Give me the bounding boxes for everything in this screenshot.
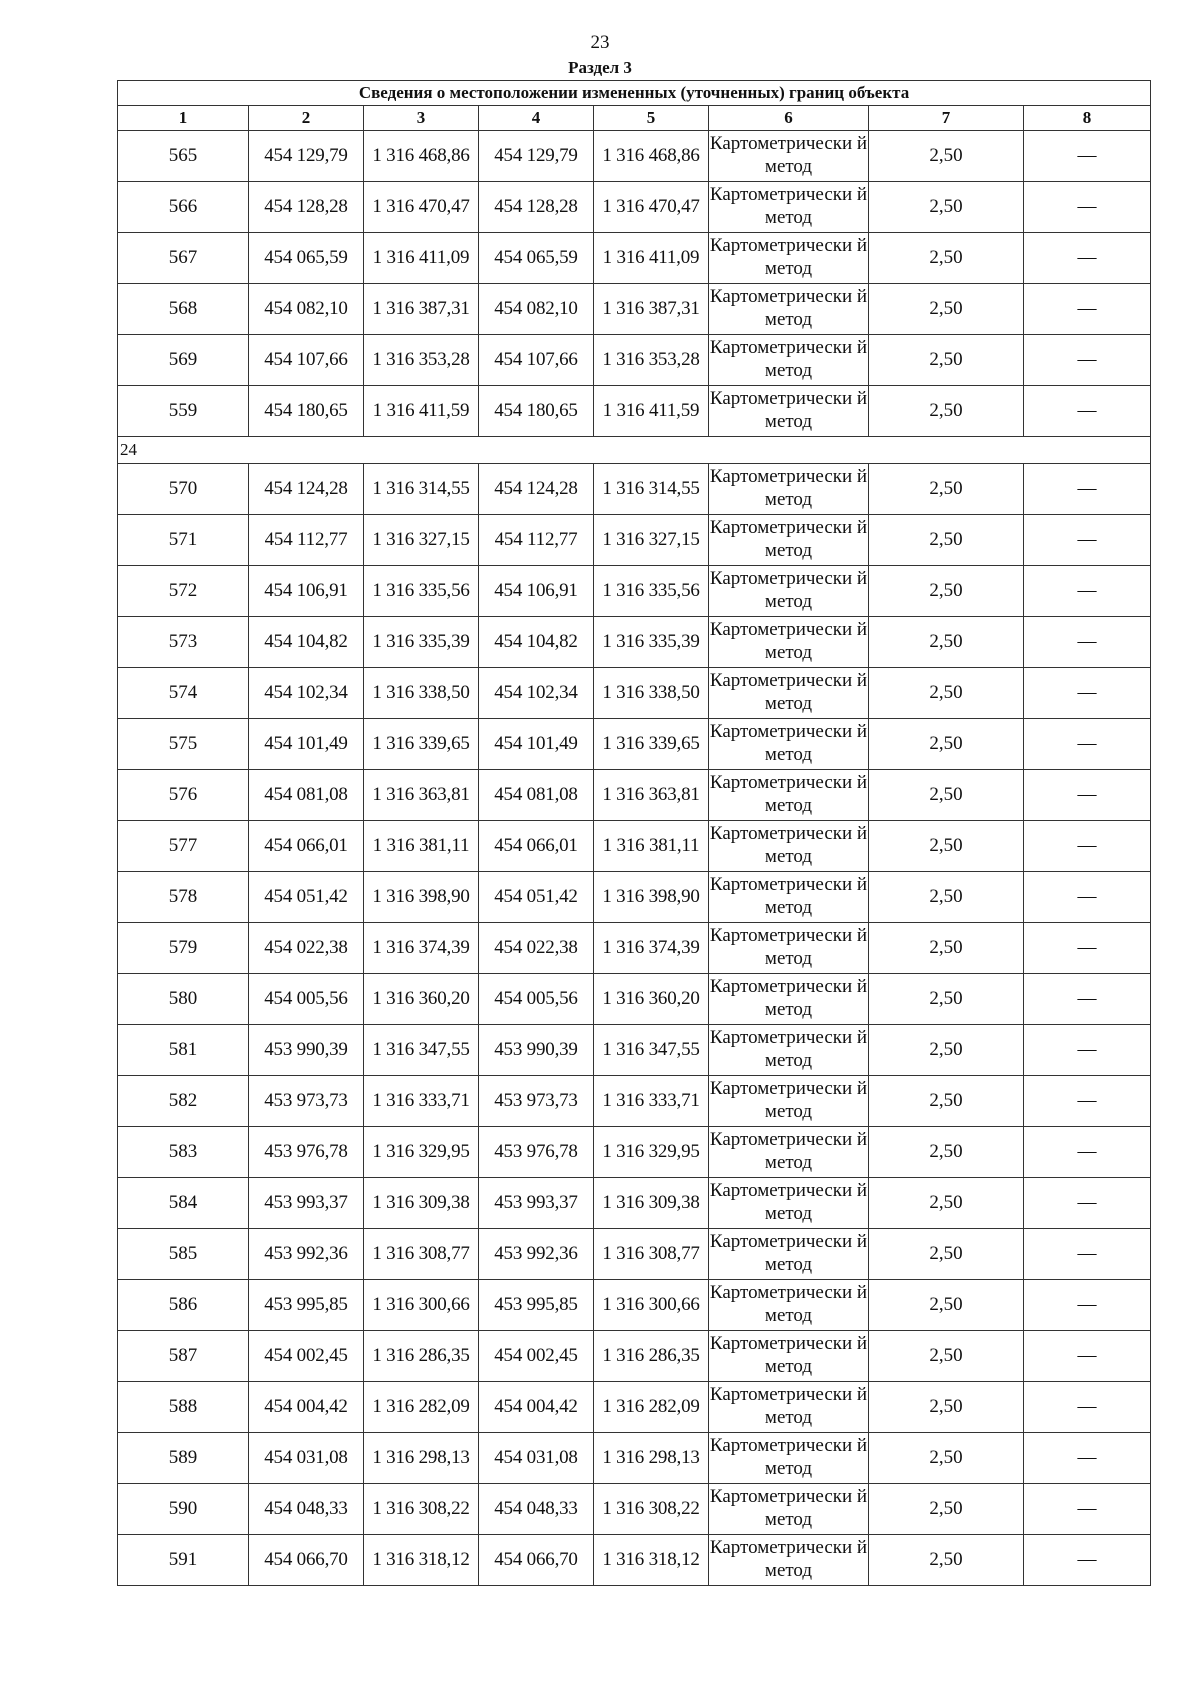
table-row bbox=[118, 1433, 1151, 1484]
x-new-cell: 454 106,91 bbox=[479, 566, 594, 617]
table-row bbox=[118, 1178, 1151, 1229]
table-row bbox=[118, 1331, 1151, 1382]
y-old-cell: 1 316 468,86 bbox=[364, 131, 479, 182]
table-row bbox=[118, 1484, 1151, 1535]
point-number-cell: 572 bbox=[118, 566, 249, 617]
table-row bbox=[118, 872, 1151, 923]
point-number-cell: 571 bbox=[118, 515, 249, 566]
y-new-cell: 1 316 300,66 bbox=[594, 1280, 709, 1331]
description-cell: — bbox=[1024, 1280, 1151, 1331]
x-new-cell: 454 066,01 bbox=[479, 821, 594, 872]
method-cell: Картометрически й метод bbox=[709, 1331, 869, 1382]
y-new-cell: 1 316 309,38 bbox=[594, 1178, 709, 1229]
y-new-cell: 1 316 347,55 bbox=[594, 1025, 709, 1076]
section-title: Раздел 3 bbox=[568, 58, 632, 77]
accuracy-cell: 2,50 bbox=[869, 1484, 1024, 1535]
description-cell: — bbox=[1024, 974, 1151, 1025]
table-row bbox=[118, 182, 1151, 233]
method-cell: Картометрически й метод bbox=[709, 668, 869, 719]
method-cell: Картометрически й метод bbox=[709, 1280, 869, 1331]
description-cell: — bbox=[1024, 1229, 1151, 1280]
x-new-cell: 454 065,59 bbox=[479, 233, 594, 284]
table-row bbox=[118, 233, 1151, 284]
x-old-cell: 454 065,59 bbox=[249, 233, 364, 284]
page-break-label: 24 bbox=[118, 437, 1151, 464]
table-row bbox=[118, 1127, 1151, 1178]
x-new-cell: 453 976,78 bbox=[479, 1127, 594, 1178]
x-new-cell: 454 002,45 bbox=[479, 1331, 594, 1382]
x-old-cell: 453 990,39 bbox=[249, 1025, 364, 1076]
y-new-cell: 1 316 363,81 bbox=[594, 770, 709, 821]
page-number: 23 bbox=[590, 32, 610, 53]
description-cell: — bbox=[1024, 923, 1151, 974]
y-old-cell: 1 316 300,66 bbox=[364, 1280, 479, 1331]
y-new-cell: 1 316 381,11 bbox=[594, 821, 709, 872]
x-new-cell: 454 081,08 bbox=[479, 770, 594, 821]
y-new-cell: 1 316 335,39 bbox=[594, 617, 709, 668]
point-number-cell: 581 bbox=[118, 1025, 249, 1076]
table-row bbox=[118, 770, 1151, 821]
table-row bbox=[118, 284, 1151, 335]
y-new-cell: 1 316 314,55 bbox=[594, 464, 709, 515]
y-new-cell: 1 316 411,09 bbox=[594, 233, 709, 284]
description-cell: — bbox=[1024, 1331, 1151, 1382]
column-number: 3 bbox=[364, 106, 479, 131]
x-old-cell: 454 107,66 bbox=[249, 335, 364, 386]
x-old-cell: 454 066,70 bbox=[249, 1535, 364, 1586]
column-number: 6 bbox=[709, 106, 869, 131]
x-new-cell: 453 990,39 bbox=[479, 1025, 594, 1076]
point-number-cell: 566 bbox=[118, 182, 249, 233]
description-cell: — bbox=[1024, 770, 1151, 821]
point-number-cell: 587 bbox=[118, 1331, 249, 1382]
description-cell: — bbox=[1024, 464, 1151, 515]
boundary-coordinates-table bbox=[117, 80, 1151, 1586]
y-old-cell: 1 316 339,65 bbox=[364, 719, 479, 770]
x-new-cell: 454 107,66 bbox=[479, 335, 594, 386]
y-new-cell: 1 316 318,12 bbox=[594, 1535, 709, 1586]
table-row bbox=[118, 131, 1151, 182]
y-new-cell: 1 316 353,28 bbox=[594, 335, 709, 386]
method-cell: Картометрически й метод bbox=[709, 386, 869, 437]
description-cell: — bbox=[1024, 386, 1151, 437]
accuracy-cell: 2,50 bbox=[869, 1280, 1024, 1331]
y-old-cell: 1 316 353,28 bbox=[364, 335, 479, 386]
table-row bbox=[118, 566, 1151, 617]
point-number-cell: 589 bbox=[118, 1433, 249, 1484]
description-cell: — bbox=[1024, 566, 1151, 617]
y-new-cell: 1 316 360,20 bbox=[594, 974, 709, 1025]
y-new-cell: 1 316 282,09 bbox=[594, 1382, 709, 1433]
method-cell: Картометрически й метод bbox=[709, 974, 869, 1025]
table-row bbox=[118, 1076, 1151, 1127]
description-cell: — bbox=[1024, 1535, 1151, 1586]
method-cell: Картометрически й метод bbox=[709, 719, 869, 770]
y-new-cell: 1 316 470,47 bbox=[594, 182, 709, 233]
table-row bbox=[118, 1025, 1151, 1076]
description-cell: — bbox=[1024, 284, 1151, 335]
x-old-cell: 454 101,49 bbox=[249, 719, 364, 770]
accuracy-cell: 2,50 bbox=[869, 668, 1024, 719]
x-old-cell: 454 112,77 bbox=[249, 515, 364, 566]
y-new-cell: 1 316 327,15 bbox=[594, 515, 709, 566]
x-old-cell: 454 002,45 bbox=[249, 1331, 364, 1382]
y-new-cell: 1 316 329,95 bbox=[594, 1127, 709, 1178]
column-number: 5 bbox=[594, 106, 709, 131]
method-cell: Картометрически й метод bbox=[709, 821, 869, 872]
x-new-cell: 454 022,38 bbox=[479, 923, 594, 974]
table-row bbox=[118, 1229, 1151, 1280]
y-old-cell: 1 316 298,13 bbox=[364, 1433, 479, 1484]
accuracy-cell: 2,50 bbox=[869, 770, 1024, 821]
method-cell: Картометрически й метод bbox=[709, 872, 869, 923]
x-old-cell: 454 051,42 bbox=[249, 872, 364, 923]
y-old-cell: 1 316 309,38 bbox=[364, 1178, 479, 1229]
accuracy-cell: 2,50 bbox=[869, 1433, 1024, 1484]
point-number-cell: 591 bbox=[118, 1535, 249, 1586]
x-new-cell: 453 992,36 bbox=[479, 1229, 594, 1280]
x-new-cell: 454 101,49 bbox=[479, 719, 594, 770]
point-number-cell: 583 bbox=[118, 1127, 249, 1178]
table-row bbox=[118, 1382, 1151, 1433]
point-number-cell: 573 bbox=[118, 617, 249, 668]
table-row bbox=[118, 719, 1151, 770]
method-cell: Картометрически й метод bbox=[709, 131, 869, 182]
point-number-cell: 582 bbox=[118, 1076, 249, 1127]
table-row bbox=[118, 464, 1151, 515]
point-number-cell: 578 bbox=[118, 872, 249, 923]
x-old-cell: 454 129,79 bbox=[249, 131, 364, 182]
y-new-cell: 1 316 387,31 bbox=[594, 284, 709, 335]
column-number: 1 bbox=[118, 106, 249, 131]
accuracy-cell: 2,50 bbox=[869, 335, 1024, 386]
accuracy-cell: 2,50 bbox=[869, 233, 1024, 284]
y-old-cell: 1 316 398,90 bbox=[364, 872, 479, 923]
accuracy-cell: 2,50 bbox=[869, 1535, 1024, 1586]
description-cell: — bbox=[1024, 515, 1151, 566]
point-number-cell: 576 bbox=[118, 770, 249, 821]
x-new-cell: 454 128,28 bbox=[479, 182, 594, 233]
y-old-cell: 1 316 411,59 bbox=[364, 386, 479, 437]
x-new-cell: 454 124,28 bbox=[479, 464, 594, 515]
x-new-cell: 454 004,42 bbox=[479, 1382, 594, 1433]
x-old-cell: 454 031,08 bbox=[249, 1433, 364, 1484]
x-old-cell: 453 993,37 bbox=[249, 1178, 364, 1229]
method-cell: Картометрически й метод bbox=[709, 1484, 869, 1535]
x-old-cell: 454 106,91 bbox=[249, 566, 364, 617]
y-old-cell: 1 316 282,09 bbox=[364, 1382, 479, 1433]
point-number-cell: 569 bbox=[118, 335, 249, 386]
y-old-cell: 1 316 308,77 bbox=[364, 1229, 479, 1280]
x-new-cell: 454 031,08 bbox=[479, 1433, 594, 1484]
y-old-cell: 1 316 314,55 bbox=[364, 464, 479, 515]
x-old-cell: 453 976,78 bbox=[249, 1127, 364, 1178]
x-old-cell: 454 124,28 bbox=[249, 464, 364, 515]
method-cell: Картометрически й метод bbox=[709, 770, 869, 821]
x-new-cell: 454 102,34 bbox=[479, 668, 594, 719]
description-cell: — bbox=[1024, 1382, 1151, 1433]
description-cell: — bbox=[1024, 1076, 1151, 1127]
method-cell: Картометрически й метод bbox=[709, 1076, 869, 1127]
x-old-cell: 454 102,34 bbox=[249, 668, 364, 719]
method-cell: Картометрически й метод bbox=[709, 335, 869, 386]
accuracy-cell: 2,50 bbox=[869, 1025, 1024, 1076]
point-number-cell: 588 bbox=[118, 1382, 249, 1433]
method-cell: Картометрически й метод bbox=[709, 1127, 869, 1178]
x-new-cell: 454 048,33 bbox=[479, 1484, 594, 1535]
accuracy-cell: 2,50 bbox=[869, 1331, 1024, 1382]
y-old-cell: 1 316 374,39 bbox=[364, 923, 479, 974]
x-new-cell: 454 066,70 bbox=[479, 1535, 594, 1586]
description-cell: — bbox=[1024, 668, 1151, 719]
y-old-cell: 1 316 411,09 bbox=[364, 233, 479, 284]
table-row bbox=[118, 1280, 1151, 1331]
y-new-cell: 1 316 298,13 bbox=[594, 1433, 709, 1484]
y-new-cell: 1 316 338,50 bbox=[594, 668, 709, 719]
description-cell: — bbox=[1024, 182, 1151, 233]
method-cell: Картометрически й метод bbox=[709, 284, 869, 335]
x-old-cell: 454 180,65 bbox=[249, 386, 364, 437]
x-old-cell: 454 005,56 bbox=[249, 974, 364, 1025]
x-old-cell: 453 973,73 bbox=[249, 1076, 364, 1127]
x-new-cell: 454 180,65 bbox=[479, 386, 594, 437]
column-number: 2 bbox=[249, 106, 364, 131]
point-number-cell: 585 bbox=[118, 1229, 249, 1280]
y-old-cell: 1 316 286,35 bbox=[364, 1331, 479, 1382]
accuracy-cell: 2,50 bbox=[869, 1382, 1024, 1433]
method-cell: Картометрически й метод bbox=[709, 923, 869, 974]
x-old-cell: 453 992,36 bbox=[249, 1229, 364, 1280]
description-cell: — bbox=[1024, 1178, 1151, 1229]
description-cell: — bbox=[1024, 131, 1151, 182]
x-old-cell: 454 066,01 bbox=[249, 821, 364, 872]
x-new-cell: 454 112,77 bbox=[479, 515, 594, 566]
point-number-cell: 579 bbox=[118, 923, 249, 974]
accuracy-cell: 2,50 bbox=[869, 1127, 1024, 1178]
table-row bbox=[118, 386, 1151, 437]
table-row bbox=[118, 923, 1151, 974]
point-number-cell: 565 bbox=[118, 131, 249, 182]
y-old-cell: 1 316 327,15 bbox=[364, 515, 479, 566]
y-old-cell: 1 316 329,95 bbox=[364, 1127, 479, 1178]
accuracy-cell: 2,50 bbox=[869, 1178, 1024, 1229]
description-cell: — bbox=[1024, 821, 1151, 872]
description-cell: — bbox=[1024, 617, 1151, 668]
x-new-cell: 454 051,42 bbox=[479, 872, 594, 923]
table-row bbox=[118, 821, 1151, 872]
method-cell: Картометрически й метод bbox=[709, 515, 869, 566]
y-new-cell: 1 316 468,86 bbox=[594, 131, 709, 182]
y-old-cell: 1 316 318,12 bbox=[364, 1535, 479, 1586]
point-number-cell: 574 bbox=[118, 668, 249, 719]
y-old-cell: 1 316 347,55 bbox=[364, 1025, 479, 1076]
accuracy-cell: 2,50 bbox=[869, 131, 1024, 182]
point-number-cell: 567 bbox=[118, 233, 249, 284]
x-old-cell: 454 048,33 bbox=[249, 1484, 364, 1535]
description-cell: — bbox=[1024, 335, 1151, 386]
table-row bbox=[118, 668, 1151, 719]
y-new-cell: 1 316 333,71 bbox=[594, 1076, 709, 1127]
table-caption: Сведения о местоположении измененных (уточненных) границ объекта bbox=[118, 81, 1151, 106]
accuracy-cell: 2,50 bbox=[869, 974, 1024, 1025]
method-cell: Картометрически й метод bbox=[709, 182, 869, 233]
description-cell: — bbox=[1024, 1025, 1151, 1076]
x-old-cell: 454 128,28 bbox=[249, 182, 364, 233]
accuracy-cell: 2,50 bbox=[869, 821, 1024, 872]
x-old-cell: 453 995,85 bbox=[249, 1280, 364, 1331]
point-number-cell: 580 bbox=[118, 974, 249, 1025]
accuracy-cell: 2,50 bbox=[869, 515, 1024, 566]
accuracy-cell: 2,50 bbox=[869, 617, 1024, 668]
method-cell: Картометрически й метод bbox=[709, 1025, 869, 1076]
column-number: 7 bbox=[869, 106, 1024, 131]
table-row bbox=[118, 335, 1151, 386]
table-row bbox=[118, 617, 1151, 668]
point-number-cell: 568 bbox=[118, 284, 249, 335]
y-new-cell: 1 316 374,39 bbox=[594, 923, 709, 974]
x-new-cell: 453 973,73 bbox=[479, 1076, 594, 1127]
point-number-cell: 575 bbox=[118, 719, 249, 770]
description-cell: — bbox=[1024, 1433, 1151, 1484]
y-new-cell: 1 316 308,77 bbox=[594, 1229, 709, 1280]
table-row bbox=[118, 974, 1151, 1025]
y-old-cell: 1 316 333,71 bbox=[364, 1076, 479, 1127]
table-row bbox=[118, 515, 1151, 566]
accuracy-cell: 2,50 bbox=[869, 386, 1024, 437]
method-cell: Картометрически й метод bbox=[709, 233, 869, 284]
y-old-cell: 1 316 381,11 bbox=[364, 821, 479, 872]
x-old-cell: 454 081,08 bbox=[249, 770, 364, 821]
column-number-row bbox=[118, 106, 1151, 131]
column-number: 8 bbox=[1024, 106, 1151, 131]
point-number-cell: 586 bbox=[118, 1280, 249, 1331]
method-cell: Картометрически й метод bbox=[709, 464, 869, 515]
x-old-cell: 454 104,82 bbox=[249, 617, 364, 668]
x-old-cell: 454 022,38 bbox=[249, 923, 364, 974]
point-number-cell: 590 bbox=[118, 1484, 249, 1535]
x-old-cell: 454 082,10 bbox=[249, 284, 364, 335]
y-new-cell: 1 316 335,56 bbox=[594, 566, 709, 617]
y-new-cell: 1 316 398,90 bbox=[594, 872, 709, 923]
x-new-cell: 454 129,79 bbox=[479, 131, 594, 182]
accuracy-cell: 2,50 bbox=[869, 719, 1024, 770]
method-cell: Картометрически й метод bbox=[709, 1382, 869, 1433]
page-break-row bbox=[118, 437, 1151, 464]
description-cell: — bbox=[1024, 233, 1151, 284]
table-row bbox=[118, 1535, 1151, 1586]
point-number-cell: 584 bbox=[118, 1178, 249, 1229]
x-new-cell: 454 082,10 bbox=[479, 284, 594, 335]
x-new-cell: 454 005,56 bbox=[479, 974, 594, 1025]
accuracy-cell: 2,50 bbox=[869, 566, 1024, 617]
method-cell: Картометрически й метод bbox=[709, 1433, 869, 1484]
description-cell: — bbox=[1024, 719, 1151, 770]
y-old-cell: 1 316 470,47 bbox=[364, 182, 479, 233]
accuracy-cell: 2,50 bbox=[869, 182, 1024, 233]
y-new-cell: 1 316 339,65 bbox=[594, 719, 709, 770]
accuracy-cell: 2,50 bbox=[869, 284, 1024, 335]
accuracy-cell: 2,50 bbox=[869, 1076, 1024, 1127]
y-old-cell: 1 316 360,20 bbox=[364, 974, 479, 1025]
y-old-cell: 1 316 338,50 bbox=[364, 668, 479, 719]
y-new-cell: 1 316 411,59 bbox=[594, 386, 709, 437]
method-cell: Картометрически й метод bbox=[709, 1535, 869, 1586]
y-new-cell: 1 316 286,35 bbox=[594, 1331, 709, 1382]
point-number-cell: 577 bbox=[118, 821, 249, 872]
method-cell: Картометрически й метод bbox=[709, 1178, 869, 1229]
y-old-cell: 1 316 363,81 bbox=[364, 770, 479, 821]
method-cell: Картометрически й метод bbox=[709, 1229, 869, 1280]
table-caption-row bbox=[118, 81, 1151, 106]
description-cell: — bbox=[1024, 872, 1151, 923]
y-old-cell: 1 316 387,31 bbox=[364, 284, 479, 335]
x-new-cell: 453 995,85 bbox=[479, 1280, 594, 1331]
table-body bbox=[118, 81, 1151, 1586]
x-new-cell: 454 104,82 bbox=[479, 617, 594, 668]
x-old-cell: 454 004,42 bbox=[249, 1382, 364, 1433]
method-cell: Картометрически й метод bbox=[709, 617, 869, 668]
method-cell: Картометрически й метод bbox=[709, 566, 869, 617]
y-new-cell: 1 316 308,22 bbox=[594, 1484, 709, 1535]
y-old-cell: 1 316 308,22 bbox=[364, 1484, 479, 1535]
column-number: 4 bbox=[479, 106, 594, 131]
description-cell: — bbox=[1024, 1127, 1151, 1178]
accuracy-cell: 2,50 bbox=[869, 1229, 1024, 1280]
accuracy-cell: 2,50 bbox=[869, 923, 1024, 974]
x-new-cell: 453 993,37 bbox=[479, 1178, 594, 1229]
y-old-cell: 1 316 335,39 bbox=[364, 617, 479, 668]
accuracy-cell: 2,50 bbox=[869, 872, 1024, 923]
point-number-cell: 559 bbox=[118, 386, 249, 437]
y-old-cell: 1 316 335,56 bbox=[364, 566, 479, 617]
accuracy-cell: 2,50 bbox=[869, 464, 1024, 515]
description-cell: — bbox=[1024, 1484, 1151, 1535]
point-number-cell: 570 bbox=[118, 464, 249, 515]
